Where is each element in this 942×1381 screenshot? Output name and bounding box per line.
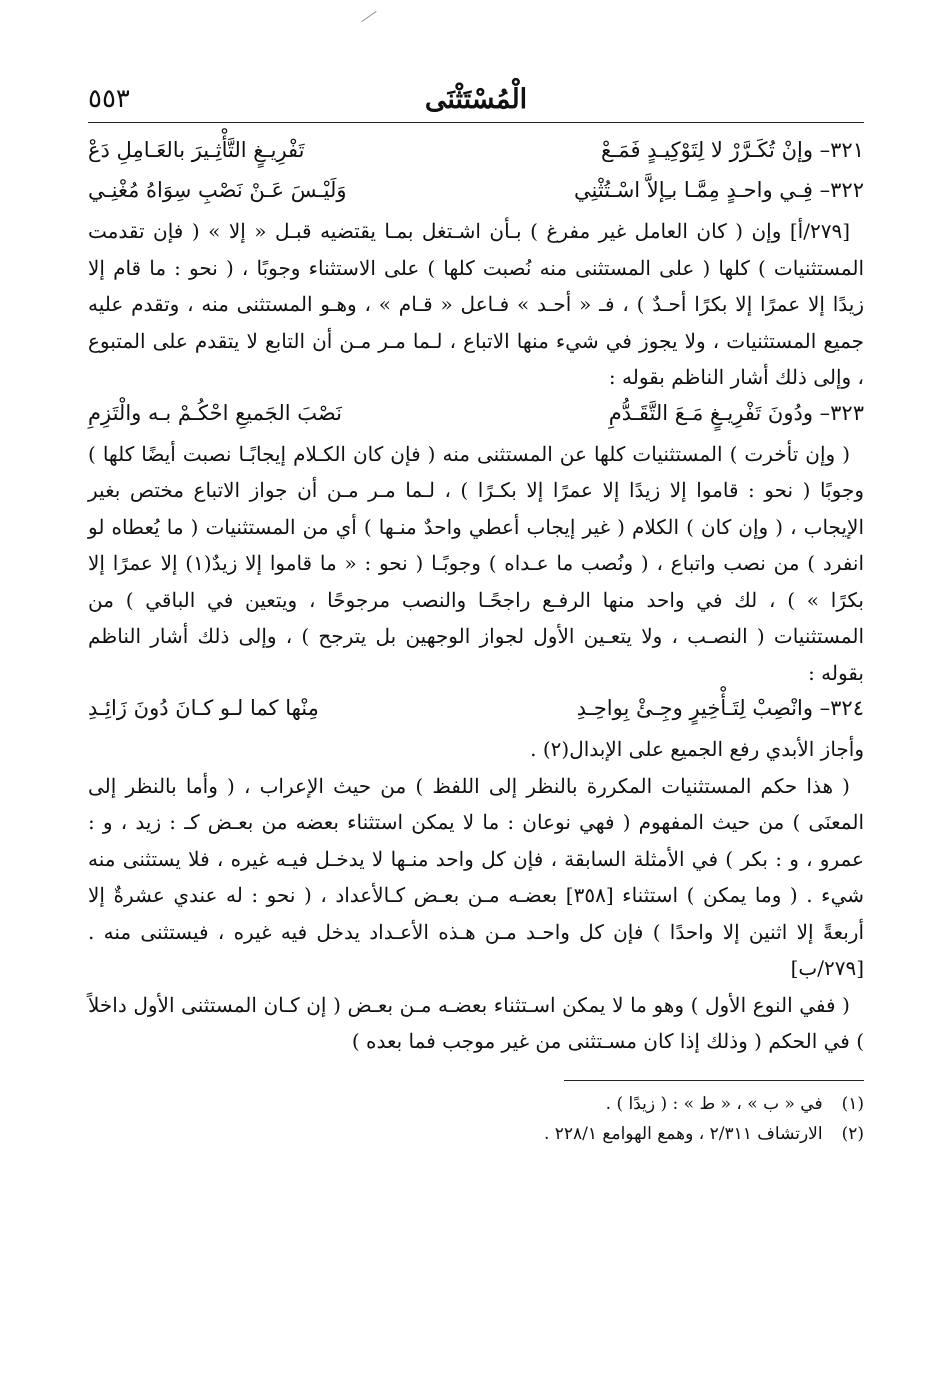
- footnote-1-number: (١): [841, 1093, 864, 1114]
- page-title: الْمُسْتَثْنَى: [424, 84, 528, 115]
- footnote-1: [88, 1089, 864, 1119]
- verse-322-second-hemistich: وَلَيْـسَ عَـنْ نَصْبِ سِوَاهُ مُغْنِـي: [88, 178, 347, 202]
- paragraph-5: ( ففي النوع الأول ) وهو ما لا يمكن اسـتثناء بعضـه مـن بعـض ( إن كـان المستثنى الأول داخلاً ) في الحكم ( وذلك إذا كان مسـتثنى من غير موجب فما بعده ): [88, 992, 864, 1053]
- verse-321-second-hemistich: تَفْرِيـغٍ التَّأْثِـيرَ بالعَـامِلِ دَعْ: [88, 138, 305, 162]
- page-number: ٥٥٣: [88, 84, 130, 114]
- footnote-2: [88, 1119, 864, 1149]
- book-page: [88, 80, 864, 1149]
- verse-324-second-hemistich: مِنْها كما لـو كـانَ دُونَ زَائِـدِ: [88, 696, 319, 720]
- verse-324-first-hemistich: ٣٢٤– وانْصِبْ لِتَـأْخِيرٍ وجِـئْ بِواحِـدِ: [576, 696, 864, 720]
- verse-324: [88, 691, 864, 725]
- verse-322: [88, 173, 864, 207]
- paragraph-2: ( وإن تأخرت ) المستثنيات كلها عن المستثنى منه ( فإن كان الكـلام إيجابًـا نصبت أيضًا كلها ) وجوبًا ( نحو : قاموا إلا زيدًا إلا عمرًا إلا بكـرًا ) ، لـما مـر مـن أن جواز الاتباع مختص بغير الإيجاب ، ( وإن كان ) الكلام ( غير إيجاب أعطي واحدٌ منـها ) أي من المستثنيات ( ما يُعطاه لو انفرد ) من نصب واتباع ، ( ونُصب ما عـداه ) وجوبًـا ( نحو : « ما قاموا إلا زيدٌ(١) إلا عمرًا إلا بكرًا » ) ، لك في واحد منها الرفـع راجحًـا والنصب مرجوحًا ، ويتعين في الباقي ) من المستثنيات ( النصـب ، ولا يتعـين الأول لجواز الوجهين بل يترجح ) ، وإلى ذلك أشار الناظم بقوله :: [88, 441, 865, 685]
- paragraph-4: ( هذا حكم المستثنيات المكررة بالنظر إلى اللفظ ) من حيث الإعراب ، ( وأما بالنظر إلى المعنَى ) من حيث المفهوم ( فهي نوعان : ما لا يمكن استثناء بعضه من بعـض كـ : زيد ، و : عمرو ، و : بكر ) في الأمثلة السابقة ، فإن كل واحد منـها لا يدخـل فيـه غيره ، فلا يستثنى منه شيء . ( وما يمكن ) استثناء [٣٥٨] بعضـه مـن بعـض كـالأعداد ، ( نحو : له عندي عشرةٌ إلا أربعةً إلا اثنين إلا واحدًا ) فإن كل واحـد مـن هـذه الأعـداد يدخل فيه غيره ، فيستثنى منه . [٢٧٩/ب]: [88, 773, 864, 980]
- verse-321: [88, 133, 864, 167]
- header-rule: [88, 122, 864, 123]
- footnote-2-number: (٢): [841, 1123, 864, 1144]
- footnote-2-text: الارتشاف ٢/٣١١ ، وهمع الهوامع ٢٢٨/١ .: [543, 1123, 823, 1144]
- verse-322-first-hemistich: ٣٢٢– فِـي واحـدٍ مِمَّـا بـِإلاَّ اسْـتُثْنِي: [574, 178, 864, 202]
- verse-323-first-hemistich: ٣٢٣– ودُونَ تَفْرِيـغٍ مَـعَ التَّقَـدُّمِ: [608, 400, 864, 425]
- paragraph-1: [٢٧٩/أ] وإن ( كان العامل غير مفرغ ) بـأن اشـتغل بمـا يقتضيه قبـل « إلا » ( فإن تقدمت المستثنيات ) كلها ( على المستثنى منه نُصبت كلها ) على الاستثناء وجوبًا ، ( نحو : ما قام إلا زيدًا إلا عمرًا إلا بكرًا أحـدٌ ) ، فـ « أحـد » فـاعل « قـام » ، وهـو المستثنى منه ، وتقدم عليه جميع المستثنيات ، ولا يجوز في شيء منها الاتباع ، لـما مـر مـن أن التابع لا يتقدم على المتبوع ، وإلى ذلك أشار الناظم بقوله :: [88, 219, 864, 389]
- verse-323-second-hemistich: نَصْبَ الجَميعِ احْكُـمْ بـه والْتَزِمِ: [88, 400, 342, 425]
- verse-323: [88, 396, 864, 430]
- page-header: [88, 80, 864, 122]
- footnote-1-text: في « ب » ، « ط » : ( زيدًا ) .: [605, 1093, 823, 1114]
- scan-mark: [361, 11, 376, 22]
- paragraph-3: وأجاز الأبدي رفع الجميع على الإبدال(٢) .: [530, 737, 864, 761]
- footnote-rule: [564, 1080, 864, 1081]
- verse-321-first-hemistich: ٣٢١– وإنْ تُكَـرَّرْ لا لِتَوْكِيـدٍ فَمَـعْ: [600, 138, 864, 162]
